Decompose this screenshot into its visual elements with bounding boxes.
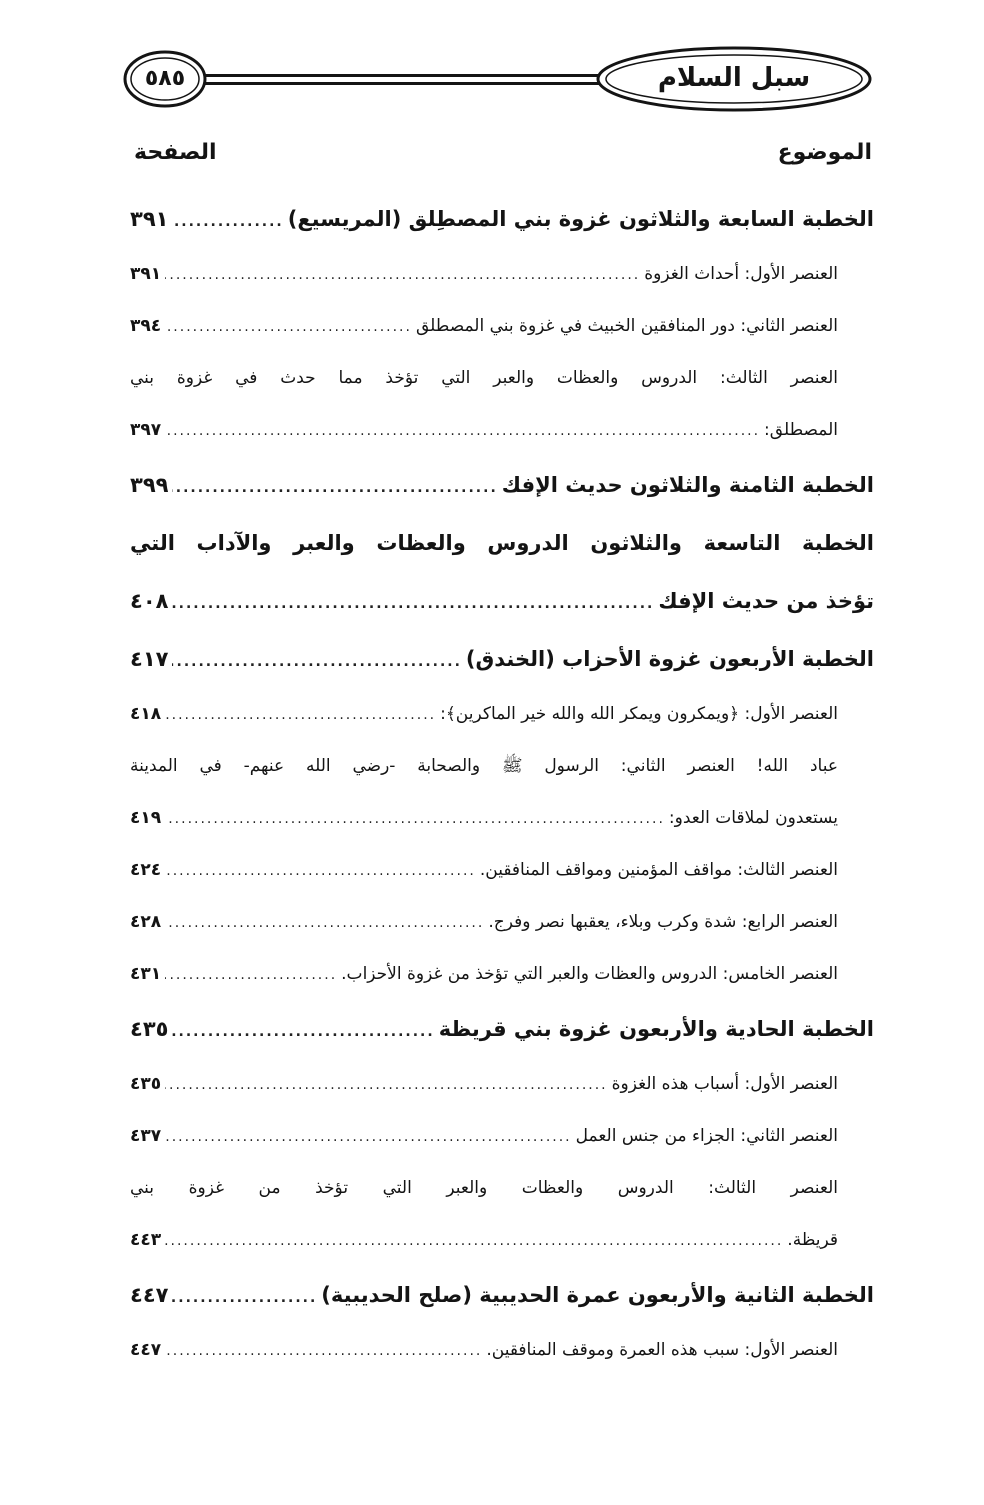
toc-entry <box>130 896 874 948</box>
toc-entry <box>130 190 874 248</box>
toc-dot-leader <box>165 689 436 741</box>
toc-entry-page: ٤٢٨ <box>130 912 162 932</box>
toc-entry <box>130 572 874 630</box>
toc-dot-leader <box>165 1111 572 1163</box>
toc-entry-page: ٤١٧ <box>130 647 169 671</box>
toc-entry <box>130 456 874 514</box>
toc-entry <box>130 1110 874 1162</box>
toc-entry <box>130 1058 874 1110</box>
toc-entry-title: العنصر الثالث: مواقف المؤمنين ومواقف المنافقين. <box>479 860 838 880</box>
toc-entry <box>130 1266 874 1324</box>
toc-entry <box>130 1000 874 1058</box>
toc-entry-page: ٤٤٧ <box>130 1340 162 1360</box>
toc-dot-leader <box>172 633 461 691</box>
toc-entry-title: الخطبة الحادية والأربعون غزوة بني قريظة <box>438 1017 874 1041</box>
toc-entry-page: ٣٩١ <box>130 207 169 231</box>
toc-entry-title: المصطلق: <box>764 420 838 440</box>
toc-entry <box>130 248 874 300</box>
toc-entry-wrapped-line: العنصر الثالث: الدروس والعظات والعبر التي تؤخذ مما حدث في غزوة بني <box>130 368 838 388</box>
toc-entry-page: ٤٣٧ <box>130 1126 162 1146</box>
toc-entry-page: ٤١٩ <box>130 808 162 828</box>
toc-dot-leader <box>165 845 476 897</box>
table-of-contents <box>130 190 874 1376</box>
toc-entry-page: ٤٣٥ <box>130 1074 162 1094</box>
toc-entry-page: ٣٩٧ <box>130 420 162 440</box>
toc-dot-leader <box>172 459 497 517</box>
toc-entry-title: الخطبة الثانية والأربعون عمرة الحديبية (صلح الحديبية) <box>321 1283 874 1307</box>
toc-entry-page: ٣٩١ <box>130 264 162 284</box>
book-title: سبل السلام <box>657 63 811 93</box>
toc-entry <box>130 844 874 896</box>
toc-entry-title: الخطبة السابعة والثلاثون غزوة بني المصطِلق (المريسيع) <box>287 207 874 231</box>
toc-entry-title: العنصر الأول: سبب هذه العمرة وموقف المنافقين. <box>486 1340 838 1360</box>
toc-entry-title: العنصر الرابع: شدة وكرب وبلاء، يعقبها نصر وفرج. <box>488 912 838 932</box>
toc-entry-page: ٤٤٣ <box>130 1230 162 1250</box>
toc-entry-page: ٣٩٤ <box>130 316 162 336</box>
toc-dot-leader <box>165 949 337 1001</box>
toc-entry-wrapped-line: عباد الله! العنصر الثاني: الرسول ﷺ والصحابة -رضي الله عنهم- في المدينة <box>130 756 838 776</box>
toc-entry <box>130 688 874 740</box>
column-heading-topic: الموضوع <box>777 140 872 165</box>
toc-entry <box>130 404 874 456</box>
toc-dot-leader <box>165 1059 608 1111</box>
toc-entry-page: ٣٩٩ <box>130 473 169 497</box>
toc-dot-leader <box>172 193 283 251</box>
column-heading-page: الصفحة <box>134 140 217 165</box>
toc-entry-page: ٤٠٨ <box>130 589 169 613</box>
toc-entry <box>130 792 874 844</box>
toc-entry-title: قريظة. <box>787 1230 838 1250</box>
toc-entry-page: ٤٣٥ <box>130 1017 169 1041</box>
toc-dot-leader <box>172 575 654 633</box>
toc-entry-title: الخطبة الأربعون غزوة الأحزاب (الخندق) <box>465 647 874 671</box>
toc-dot-leader <box>165 793 665 845</box>
toc-entry-title: العنصر الأول: أحداث الغزوة <box>644 264 838 284</box>
toc-dot-leader <box>172 1269 317 1327</box>
page-header <box>120 44 890 116</box>
toc-entry-page: ٤٤٧ <box>130 1283 169 1307</box>
toc-dot-leader <box>165 405 760 457</box>
toc-entry-title: العنصر الثاني: دور المنافقين الخبيث في غزوة بني المصطلق <box>415 316 838 336</box>
toc-entry <box>130 1214 874 1266</box>
page-number: ٥٨٥ <box>144 66 186 91</box>
toc-entry-wrapped-line: العنصر الثالث: الدروس والعظات والعبر التي تؤخذ من غزوة بني <box>130 1178 838 1198</box>
toc-entry-title: يستعدون لملاقات العدو: <box>668 808 838 828</box>
toc-entry-title: العنصر الأول: أسباب هذه الغزوة <box>611 1074 838 1094</box>
toc-entry-page: ٤٢٤ <box>130 860 162 880</box>
toc-entry <box>130 948 874 1000</box>
toc-entry-title: الخطبة الثامنة والثلاثون حديث الإفك <box>501 473 874 497</box>
toc-dot-leader <box>165 301 412 353</box>
toc-dot-leader <box>165 249 640 301</box>
toc-dot-leader <box>165 1215 783 1267</box>
toc-dot-leader <box>165 1325 482 1377</box>
toc-entry-page: ٤١٨ <box>130 704 162 724</box>
toc-entry <box>130 1324 874 1376</box>
toc-entry-title: العنصر الثاني: الجزاء من جنس العمل <box>575 1126 838 1146</box>
toc-dot-leader <box>172 1003 434 1061</box>
toc-entry <box>130 300 874 352</box>
toc-entry-wrapped-line: الخطبة التاسعة والثلاثون الدروس والعظات والعبر والآداب التي <box>130 531 874 555</box>
toc-entry-title: العنصر الخامس: الدروس والعظات والعبر التي تؤخذ من غزوة الأحزاب. <box>341 964 838 984</box>
toc-entry-title: تؤخذ من حديث الإفك <box>658 589 874 613</box>
toc-dot-leader <box>165 897 484 949</box>
toc-entry-page: ٤٣١ <box>130 964 162 984</box>
toc-entry-title: العنصر الأول: ﴿ويمكرون ويمكر الله والله خير الماكرين﴾: <box>440 704 838 724</box>
toc-entry <box>130 630 874 688</box>
